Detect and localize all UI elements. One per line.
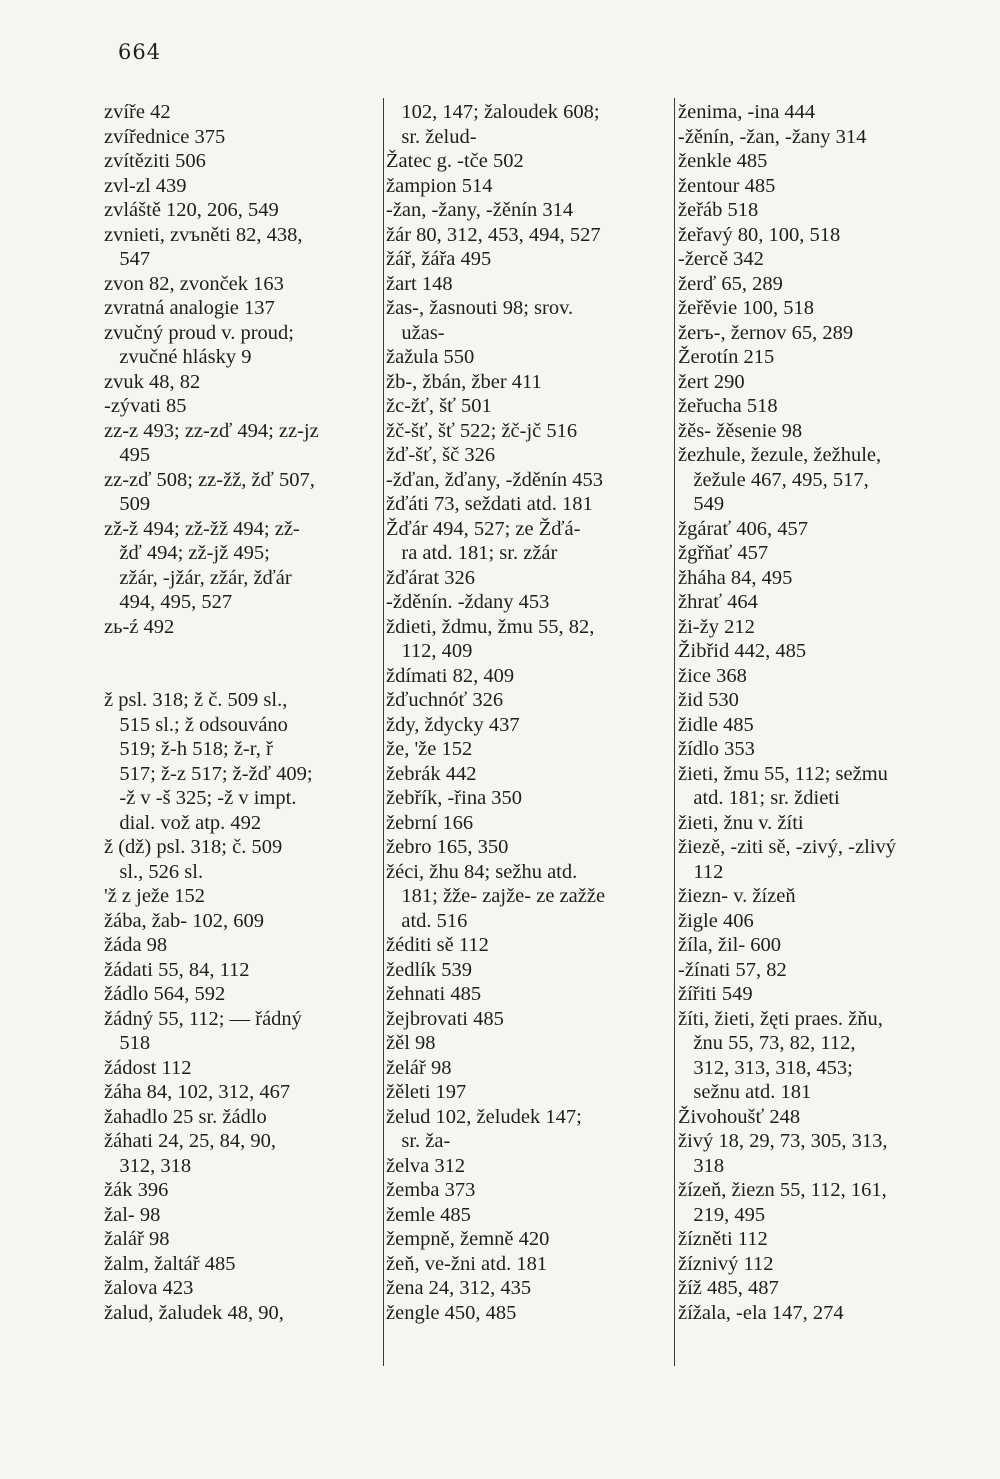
index-line: zvíře 42 <box>104 101 171 123</box>
index-line: žáhati 24, 25, 84, 90, <box>104 1130 276 1152</box>
index-line: -žan, -žany, -žěnín 314 <box>386 199 574 221</box>
index-line <box>104 664 376 689</box>
index-line: žnu 55, 73, 82, 112, <box>678 1032 856 1054</box>
index-line: zvratná analogie 137 <box>104 297 275 319</box>
index-line: ž psl. 318; ž č. 509 sl., <box>104 689 288 711</box>
index-line: žď 494; zž-jž 495; <box>104 542 270 564</box>
index-line: žehnati 485 <box>386 983 482 1005</box>
index-line: zvítěziti 506 <box>104 150 206 172</box>
index-line: Žerotín 215 <box>678 346 775 368</box>
index-line: žířiti 549 <box>678 983 753 1005</box>
index-line: žádlo 564, 592 <box>104 983 226 1005</box>
index-line: žďárat 326 <box>386 566 475 589</box>
index-line: žalova 423 <box>104 1277 194 1299</box>
index-line: žízněti 112 <box>678 1228 768 1250</box>
index-line: -zývati 85 <box>104 395 187 417</box>
index-line: žháha 84, 495 <box>678 566 793 589</box>
index-line: zvláště 120, 206, 549 <box>104 199 279 221</box>
index-line: žěs- žěsenie 98 <box>678 419 803 442</box>
index-line: ždy, ždycky 437 <box>386 713 520 736</box>
index-line: Živohoušť 248 <box>678 1105 801 1128</box>
index-line: žába, žab- 102, 609 <box>104 909 264 932</box>
index-line: zz-z 493; zz-zď 494; zz-jz <box>104 419 319 442</box>
index-line: ženkle 485 <box>678 150 768 172</box>
index-line: žeřáb 518 <box>678 199 759 221</box>
index-line: žéci, žhu 84; sežhu atd. <box>386 860 578 883</box>
index-line: želud 102, želudek 147; <box>386 1105 582 1128</box>
index-line: žídlo 353 <box>678 738 755 760</box>
index-line: žěl 98 <box>386 1032 436 1054</box>
index-line: 494, 495, 527 <box>104 591 233 613</box>
index-line: sr. ža- <box>386 1130 451 1152</box>
index-line: žalář 98 <box>104 1228 170 1250</box>
index-line: 517; ž-z 517; ž-žď 409; <box>104 762 313 785</box>
index-line: žeřucha 518 <box>678 395 778 417</box>
index-line: žahadlo 25 sr. žádlo <box>104 1105 267 1128</box>
page-number: 664 <box>118 40 162 64</box>
index-line: živý 18, 29, 73, 305, 313, <box>678 1130 888 1152</box>
index-line: ž (dž) psl. 318; č. 509 <box>104 836 283 858</box>
index-line: 549 <box>678 493 725 515</box>
index-line: Žďár 494, 527; ze Žďá- <box>386 517 581 540</box>
index-line: žempně, žemně 420 <box>386 1228 550 1250</box>
index-line: že, 'že 152 <box>386 738 473 760</box>
index-line <box>104 639 376 664</box>
index-line: -žínati 57, 82 <box>678 958 787 981</box>
index-line: žalm, žaltář 485 <box>104 1252 236 1275</box>
index-line: žák 396 <box>104 1179 169 1201</box>
index-line: zvuk 48, 82 <box>104 370 201 393</box>
index-line: 312, 318 <box>104 1154 192 1177</box>
index-line: zvučný proud v. proud; <box>104 321 294 344</box>
index-line: sr. želud- <box>386 125 477 148</box>
index-line: zvířednice 375 <box>104 125 226 148</box>
index-line: atd. 516 <box>386 909 468 932</box>
index-line: zvl-zl 439 <box>104 174 187 197</box>
index-line: žice 368 <box>678 664 747 687</box>
index-line: žíti, žieti, žęti praes. žňu, <box>678 1007 883 1030</box>
index-line: žebřík, -řina 350 <box>386 787 523 809</box>
index-line: zz-zď 508; zz-žž, žď 507, <box>104 468 315 491</box>
index-line: žář, žářa 495 <box>386 248 492 270</box>
index-line: židle 485 <box>678 713 754 736</box>
index-line: žerď 65, 289 <box>678 272 783 295</box>
index-line: 181; žže- zajže- ze zažže <box>386 885 606 907</box>
index-line: ždímati 82, 409 <box>386 664 515 687</box>
index-line: ra atd. 181; sr. zžár <box>386 542 558 564</box>
index-line: žízeň, žiezn 55, 112, 161, <box>678 1179 887 1201</box>
index-line: žampion 514 <box>386 174 493 197</box>
index-line: dial. vož atp. 492 <box>104 811 262 834</box>
index-line: žebrní 166 <box>386 811 474 834</box>
index-line: 318 <box>678 1154 725 1177</box>
index-line: žart 148 <box>386 272 453 295</box>
index-line: žgárať 406, 457 <box>678 517 809 540</box>
index-line: žádný 55, 112; — řádný <box>104 1007 302 1030</box>
index-line: -žěnín, -žan, -žany 314 <box>678 125 867 148</box>
index-line: žď-šť, šč 326 <box>386 444 496 466</box>
index-line: ženima, -ina 444 <box>678 101 816 123</box>
index-line: žigle 406 <box>678 909 754 932</box>
index-line: 518 <box>104 1032 151 1054</box>
index-line: žalud, žaludek 48, 90, <box>104 1301 284 1324</box>
index-line: užas- <box>386 321 445 344</box>
index-line: žďuchnóť 326 <box>386 689 504 711</box>
index-line: žentour 485 <box>678 174 776 197</box>
index-line: žezhule, žezule, žežhule, <box>678 444 882 466</box>
index-line: žiezě, -ziti sě, -zivý, -zlivý <box>678 836 896 858</box>
index-line: -žďan, žďany, -žděnín 453 <box>386 468 603 491</box>
index-line: žc-žť, šť 501 <box>386 395 492 417</box>
index-line: žal- 98 <box>104 1203 161 1226</box>
index-line: želva 312 <box>386 1154 466 1177</box>
index-line: žáda 98 <box>104 934 168 956</box>
index-line: žedlík 539 <box>386 958 472 981</box>
index-line: zvučné hlásky 9 <box>104 346 252 368</box>
index-line: žíla, žil- 600 <box>678 934 782 956</box>
index-line: žádost 112 <box>104 1056 192 1079</box>
index-line: žena 24, 312, 435 <box>386 1277 532 1299</box>
index-line: zvnieti, zvъněti 82, 438, <box>104 223 303 246</box>
index-line: žár 80, 312, 453, 494, 527 <box>386 223 601 246</box>
index-line: 102, 147; žaloudek 608; <box>386 101 600 123</box>
index-line: 495 <box>104 444 151 466</box>
index-line: -žděnín. -ždany 453 <box>386 591 550 613</box>
index-line: žéditi sě 112 <box>386 934 489 956</box>
index-line: 509 <box>104 493 151 515</box>
index-column-1 <box>104 100 376 1325</box>
index-line: žas-, žasnouti 98; srov. <box>386 297 574 319</box>
index-line: žemba 373 <box>386 1179 476 1201</box>
index-line: -žercě 342 <box>678 248 764 270</box>
index-line: žďáti 73, seždati atd. 181 <box>386 493 593 515</box>
index-line: žebro 165, 350 <box>386 836 509 858</box>
index-line: zvon 82, zvonček 163 <box>104 272 284 295</box>
index-line: žgřňať 457 <box>678 542 769 564</box>
index-line: žížala, -ela 147, 274 <box>678 1301 844 1324</box>
index-line: žíznivý 112 <box>678 1252 774 1275</box>
index-line: žerъ-, žernov 65, 289 <box>678 321 854 344</box>
index-line: žč-šť, šť 522; žč-jč 516 <box>386 419 578 442</box>
index-line: 547 <box>104 248 151 270</box>
index-line: žieti, žmu 55, 112; sežmu <box>678 762 888 785</box>
index-line: žáha 84, 102, 312, 467 <box>104 1081 291 1103</box>
index-line: žejbrovati 485 <box>386 1007 504 1030</box>
index-line: 112 <box>678 860 724 883</box>
index-line: žádati 55, 84, 112 <box>104 958 250 981</box>
index-line: žieti, žnu v. žíti <box>678 811 804 834</box>
index-line: žebrák 442 <box>386 762 477 785</box>
index-line: zžár, -jžár, zžár, žďár <box>104 566 292 589</box>
index-line: žěleti 197 <box>386 1081 467 1103</box>
index-line: žid 530 <box>678 689 739 711</box>
index-line: Žibřid 442, 485 <box>678 640 807 662</box>
index-line: atd. 181; sr. ždieti <box>678 787 840 809</box>
index-line: žežule 467, 495, 517, <box>678 468 869 491</box>
index-line: žeřavý 80, 100, 518 <box>678 223 841 246</box>
index-line: žb-, žbán, žber 411 <box>386 370 542 393</box>
index-line: ži-žy 212 <box>678 615 755 638</box>
index-line: žiezn- v. žízeň <box>678 885 796 907</box>
index-line: sežnu atd. 181 <box>678 1081 812 1103</box>
index-line: žeřěvie 100, 518 <box>678 297 815 319</box>
index-line: Žatec g. -tče 502 <box>386 150 524 172</box>
index-column-3 <box>678 100 943 1325</box>
index-line: žemle 485 <box>386 1203 471 1226</box>
index-line: 'ž z ježe 152 <box>104 885 206 907</box>
index-line: žengle 450, 485 <box>386 1301 517 1324</box>
index-line: sl., 526 sl. <box>104 860 204 883</box>
index-line: 219, 495 <box>678 1203 766 1226</box>
index-line: -ž v -š 325; -ž v impt. <box>104 787 297 809</box>
column-divider-left <box>383 98 384 1366</box>
index-line: želář 98 <box>386 1056 452 1079</box>
index-line: zь-ź 492 <box>104 615 175 638</box>
index-line: žeň, ve-žni atd. 181 <box>386 1252 548 1275</box>
index-line: zž-ž 494; zž-žž 494; zž- <box>104 517 300 540</box>
index-column-2 <box>386 100 666 1325</box>
index-line: 312, 313, 318, 453; <box>678 1056 853 1079</box>
index-line: 519; ž-h 518; ž-r, ř <box>104 738 273 760</box>
index-line: žert 290 <box>678 370 745 393</box>
index-line: 515 sl.; ž odsouváno <box>104 713 288 736</box>
index-line: 112, 409 <box>386 640 473 662</box>
index-line: žažula 550 <box>386 346 475 368</box>
index-line: žíž 485, 487 <box>678 1277 779 1299</box>
index-line: žhrať 464 <box>678 591 758 613</box>
index-line: ždieti, ždmu, žmu 55, 82, <box>386 615 595 638</box>
column-divider-right <box>674 98 675 1366</box>
